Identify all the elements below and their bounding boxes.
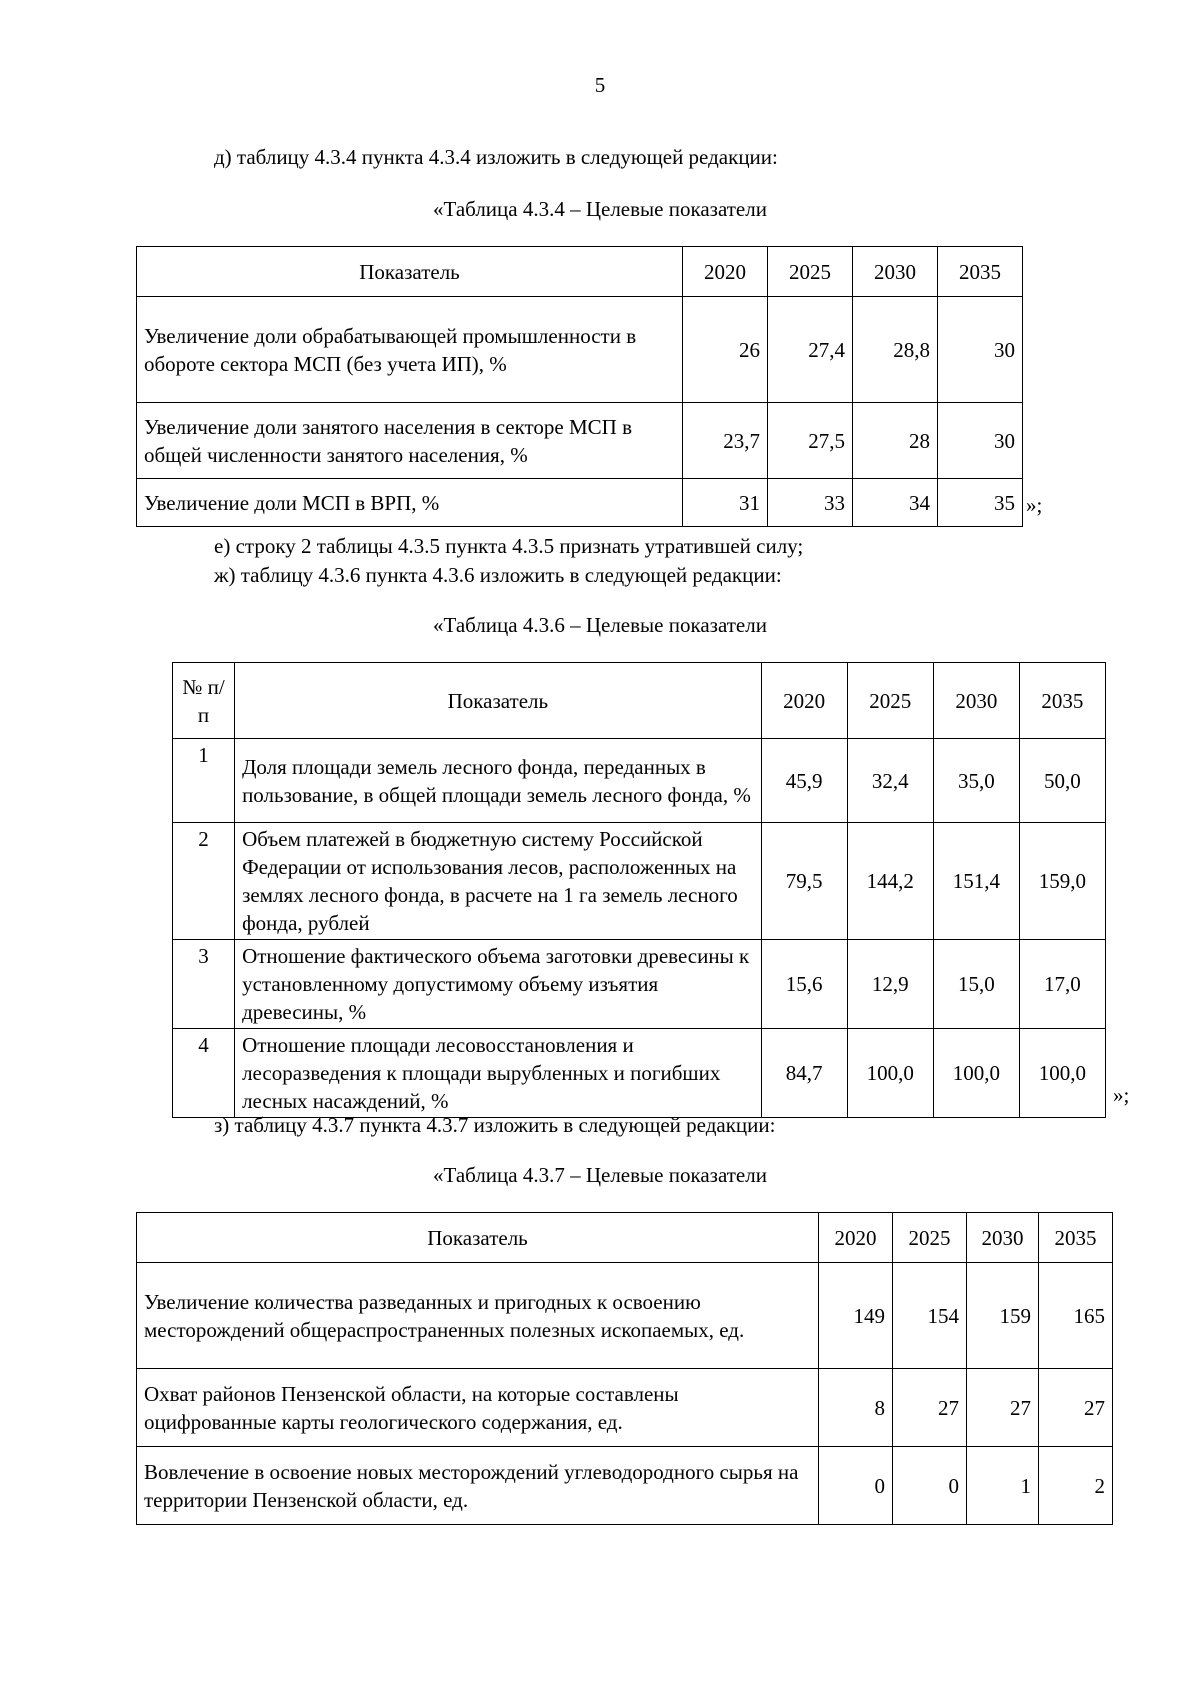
indicator-label: Охват районов Пензенской области, на которые составлены оцифрованные карты геологического содержания, ед. <box>137 1369 819 1447</box>
column-header: Показатель <box>137 247 683 297</box>
column-header: 2035 <box>1039 1213 1113 1263</box>
closing-quote-4-3-4: »; <box>1026 493 1043 517</box>
column-header: 2025 <box>847 663 933 739</box>
value-cell: 28,8 <box>853 297 938 403</box>
value-cell: 35,0 <box>933 739 1019 823</box>
value-cell: 12,9 <box>847 940 933 1029</box>
value-cell: 149 <box>819 1263 893 1369</box>
table-row <box>137 1447 1113 1525</box>
value-cell: 15,0 <box>933 940 1019 1029</box>
column-header: Показатель <box>235 663 762 739</box>
column-header: 2035 <box>1019 663 1105 739</box>
column-header: 2035 <box>938 247 1023 297</box>
column-header: 2025 <box>893 1213 967 1263</box>
value-cell: 27 <box>1039 1369 1113 1447</box>
column-header: № п/п <box>173 663 235 739</box>
value-cell: 15,6 <box>761 940 847 1029</box>
table-header-row <box>137 247 1023 297</box>
column-header: 2020 <box>819 1213 893 1263</box>
value-cell: 159 <box>967 1263 1039 1369</box>
value-cell: 50,0 <box>1019 739 1105 823</box>
table-header-row <box>137 1213 1113 1263</box>
value-cell: 31 <box>683 479 768 527</box>
caption-table-4-3-4: «Таблица 4.3.4 – Целевые показатели <box>433 197 767 221</box>
column-header: 2030 <box>853 247 938 297</box>
indicator-label: Увеличение количества разведанных и пригодных к освоению месторождений общераспространенных полезных ископаемых, ед. <box>137 1263 819 1369</box>
value-cell: 27 <box>893 1369 967 1447</box>
table-row <box>137 297 1023 403</box>
row-number: 3 <box>173 940 235 1029</box>
row-number: 2 <box>173 823 235 940</box>
indicator-label: Отношение фактического объема заготовки древесины к установленному допустимому объему изъятия древесины, % <box>235 940 762 1029</box>
table-row <box>137 1263 1113 1369</box>
value-cell: 17,0 <box>1019 940 1105 1029</box>
row-number: 4 <box>173 1029 235 1118</box>
indicator-label: Вовлечение в освоение новых месторождений углеводородного сырья на территории Пензенской области, ед. <box>137 1447 819 1525</box>
value-cell: 33 <box>768 479 853 527</box>
table-header-row <box>173 663 1106 739</box>
paragraph-z: з) таблицу 4.3.7 пункта 4.3.7 изложить в следующей редакции: <box>214 1113 776 1137</box>
value-cell: 35 <box>938 479 1023 527</box>
value-cell: 30 <box>938 297 1023 403</box>
value-cell: 0 <box>819 1447 893 1525</box>
table-4-3-7 <box>136 1212 1113 1525</box>
caption-table-4-3-7: «Таблица 4.3.7 – Целевые показатели <box>433 1163 767 1187</box>
paragraph-d: д) таблицу 4.3.4 пункта 4.3.4 изложить в следующей редакции: <box>214 145 778 169</box>
value-cell: 144,2 <box>847 823 933 940</box>
indicator-label: Увеличение доли обрабатывающей промышленности в обороте сектора МСП (без учета ИП), % <box>137 297 683 403</box>
table-row <box>173 1029 1106 1118</box>
table-4-3-6 <box>172 662 1106 1118</box>
value-cell: 23,7 <box>683 403 768 479</box>
table-row <box>173 823 1106 940</box>
column-header: 2030 <box>967 1213 1039 1263</box>
closing-quote-4-3-6: »; <box>1113 1083 1130 1107</box>
value-cell: 79,5 <box>761 823 847 940</box>
indicator-label: Увеличение доли занятого населения в секторе МСП в общей численности занятого населения, % <box>137 403 683 479</box>
value-cell: 84,7 <box>761 1029 847 1118</box>
indicator-label: Отношение площади лесовосстановления и лесоразведения к площади вырубленных и погибших лесных насаждений, % <box>235 1029 762 1118</box>
table-row <box>137 403 1023 479</box>
paragraph-zh: ж) таблицу 4.3.6 пункта 4.3.6 изложить в следующей редакции: <box>214 563 782 587</box>
column-header: 2025 <box>768 247 853 297</box>
value-cell: 0 <box>893 1447 967 1525</box>
table-4-3-4 <box>136 246 1023 527</box>
table-row <box>173 739 1106 823</box>
value-cell: 100,0 <box>1019 1029 1105 1118</box>
value-cell: 34 <box>853 479 938 527</box>
value-cell: 45,9 <box>761 739 847 823</box>
value-cell: 8 <box>819 1369 893 1447</box>
table-row <box>137 1369 1113 1447</box>
caption-table-4-3-6: «Таблица 4.3.6 – Целевые показатели <box>433 613 767 637</box>
value-cell: 154 <box>893 1263 967 1369</box>
value-cell: 28 <box>853 403 938 479</box>
value-cell: 32,4 <box>847 739 933 823</box>
value-cell: 27,4 <box>768 297 853 403</box>
value-cell: 165 <box>1039 1263 1113 1369</box>
column-header: 2020 <box>761 663 847 739</box>
value-cell: 27,5 <box>768 403 853 479</box>
indicator-label: Объем платежей в бюджетную систему Российской Федерации от использования лесов, расположенных на землях лесного фонда, в расчете на 1 га земель лесного фонда, рублей <box>235 823 762 940</box>
page-number: 5 <box>594 73 606 97</box>
value-cell: 27 <box>967 1369 1039 1447</box>
value-cell: 1 <box>967 1447 1039 1525</box>
value-cell: 30 <box>938 403 1023 479</box>
indicator-label: Увеличение доли МСП в ВРП, % <box>137 479 683 527</box>
value-cell: 159,0 <box>1019 823 1105 940</box>
value-cell: 26 <box>683 297 768 403</box>
value-cell: 2 <box>1039 1447 1113 1525</box>
row-number: 1 <box>173 739 235 823</box>
table-row <box>137 479 1023 527</box>
value-cell: 100,0 <box>933 1029 1019 1118</box>
column-header: 2020 <box>683 247 768 297</box>
table-row <box>173 940 1106 1029</box>
paragraph-e: е) строку 2 таблицы 4.3.5 пункта 4.3.5 признать утратившей силу; <box>214 534 804 558</box>
column-header: 2030 <box>933 663 1019 739</box>
column-header: Показатель <box>137 1213 819 1263</box>
value-cell: 100,0 <box>847 1029 933 1118</box>
indicator-label: Доля площади земель лесного фонда, переданных в пользование, в общей площади земель лесного фонда, % <box>235 739 762 823</box>
value-cell: 151,4 <box>933 823 1019 940</box>
